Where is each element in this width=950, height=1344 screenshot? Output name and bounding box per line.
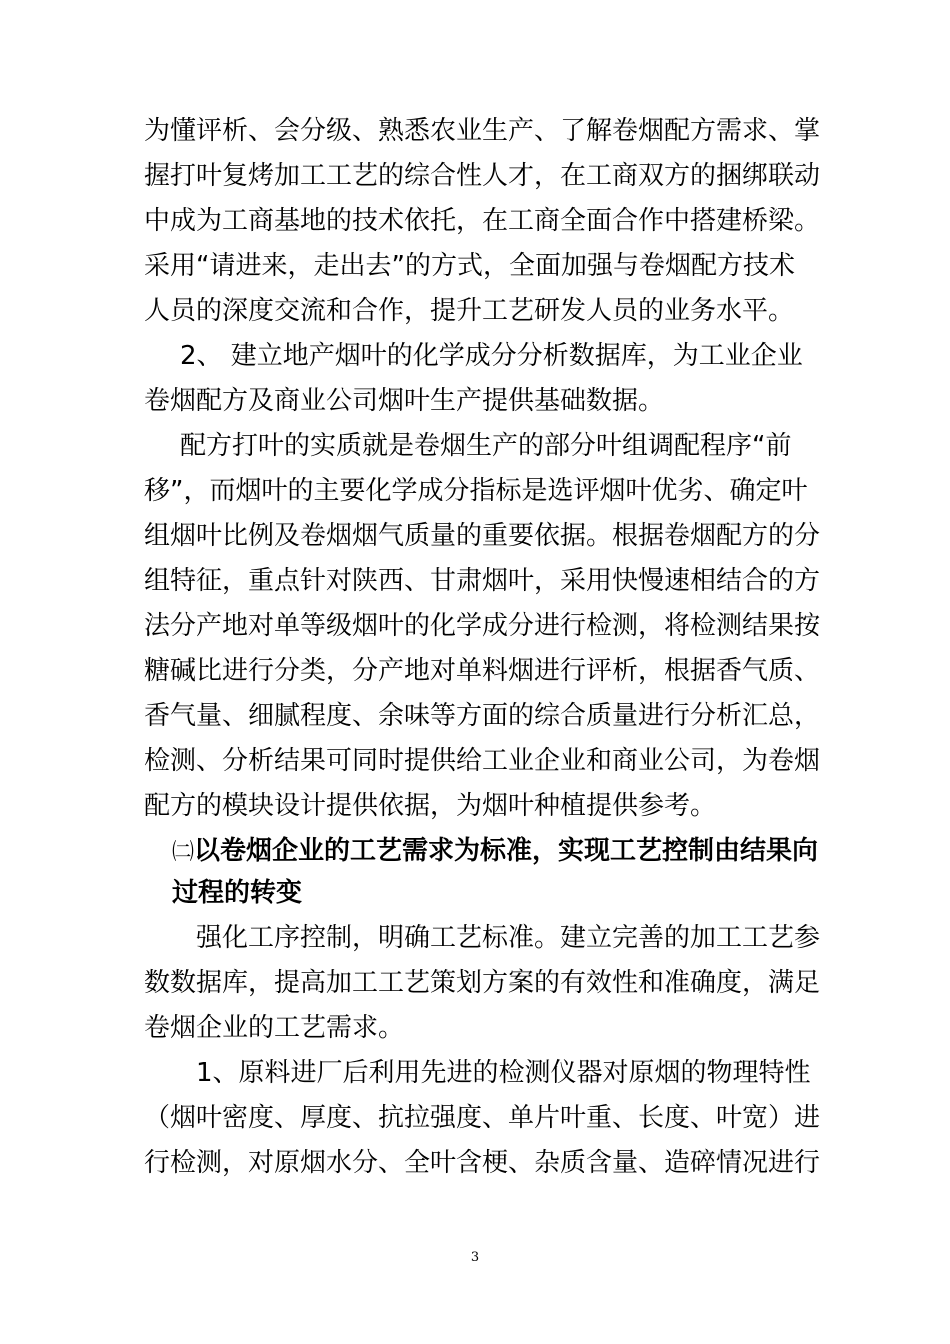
paragraph-line: 人员的深度交流和合作，提升工艺研发人员的业务水平。 xyxy=(144,296,795,326)
paragraph-line: 中成为工商基地的技术依托，在工商全面合作中搭建桥梁。 xyxy=(144,206,821,236)
paragraph-line: 法分产地对单等级烟叶的化学成分进行检测，将检测结果按 xyxy=(144,611,821,641)
numbered-item-2: 2、 建立地产烟叶的化学成分分析数据库，为工业企业 xyxy=(180,341,803,371)
paragraph-line: 移”，而烟叶的主要化学成分指标是选评烟叶优劣、确定叶 xyxy=(144,476,808,506)
paragraph-line: 卷烟企业的工艺需求。 xyxy=(144,1013,405,1043)
paragraph-line: 配方的模块设计提供依据，为烟叶种植提供参考。 xyxy=(144,791,717,821)
paragraph-line: 数数据库，提高加工工艺策划方案的有效性和准确度，满足 xyxy=(144,968,821,998)
paragraph-line: 卷烟配方及商业公司烟叶生产提供基础数据。 xyxy=(144,386,665,416)
paragraph-line: 行检测，对原烟水分、全叶含梗、杂质含量、造碎情况进行 xyxy=(144,1148,821,1178)
paragraph-line: 组特征，重点针对陕西、甘肃烟叶，采用快慢速相结合的方 xyxy=(144,566,821,596)
section-marker: ㈡ xyxy=(172,840,195,865)
section-heading-line-2: 过程的转变 xyxy=(172,878,303,908)
paragraph-line: 采用“请进来，走出去”的方式，全面加强与卷烟配方技术 xyxy=(144,251,795,281)
section-heading xyxy=(172,834,818,870)
section-heading-line-1: 以卷烟企业的工艺需求为标准，实现工艺控制由结果向 xyxy=(194,836,819,866)
paragraph-line: 检测、分析结果可同时提供给工业企业和商业公司，为卷烟 xyxy=(144,746,821,776)
paragraph-line: 配方打叶的实质就是卷烟生产的部分叶组调配程序“前 xyxy=(180,431,792,461)
numbered-item-1: 1、原料进厂后利用先进的检测仪器对原烟的物理特性 xyxy=(196,1058,811,1088)
paragraph-line: 糖碱比进行分类，分产地对单料烟进行评析，根据香气质、 xyxy=(144,656,821,686)
paragraph-line: 为懂评析、会分级、熟悉农业生产、了解卷烟配方需求、掌 xyxy=(144,116,821,146)
paragraph-line: 组烟叶比例及卷烟烟气质量的重要依据。根据卷烟配方的分 xyxy=(144,521,821,551)
paragraph-line: 香气量、细腻程度、余味等方面的综合质量进行分析汇总， xyxy=(144,701,821,731)
paragraph-line: （烟叶密度、厚度、抗拉强度、单片叶重、长度、叶宽）进 xyxy=(144,1103,821,1133)
paragraph-line: 握打叶复烤加工工艺的综合性人才，在工商双方的捆绑联动 xyxy=(144,161,821,191)
page-number: 3 xyxy=(470,1250,480,1265)
paragraph-line: 强化工序控制，明确工艺标准。建立完善的加工工艺参 xyxy=(196,923,821,953)
